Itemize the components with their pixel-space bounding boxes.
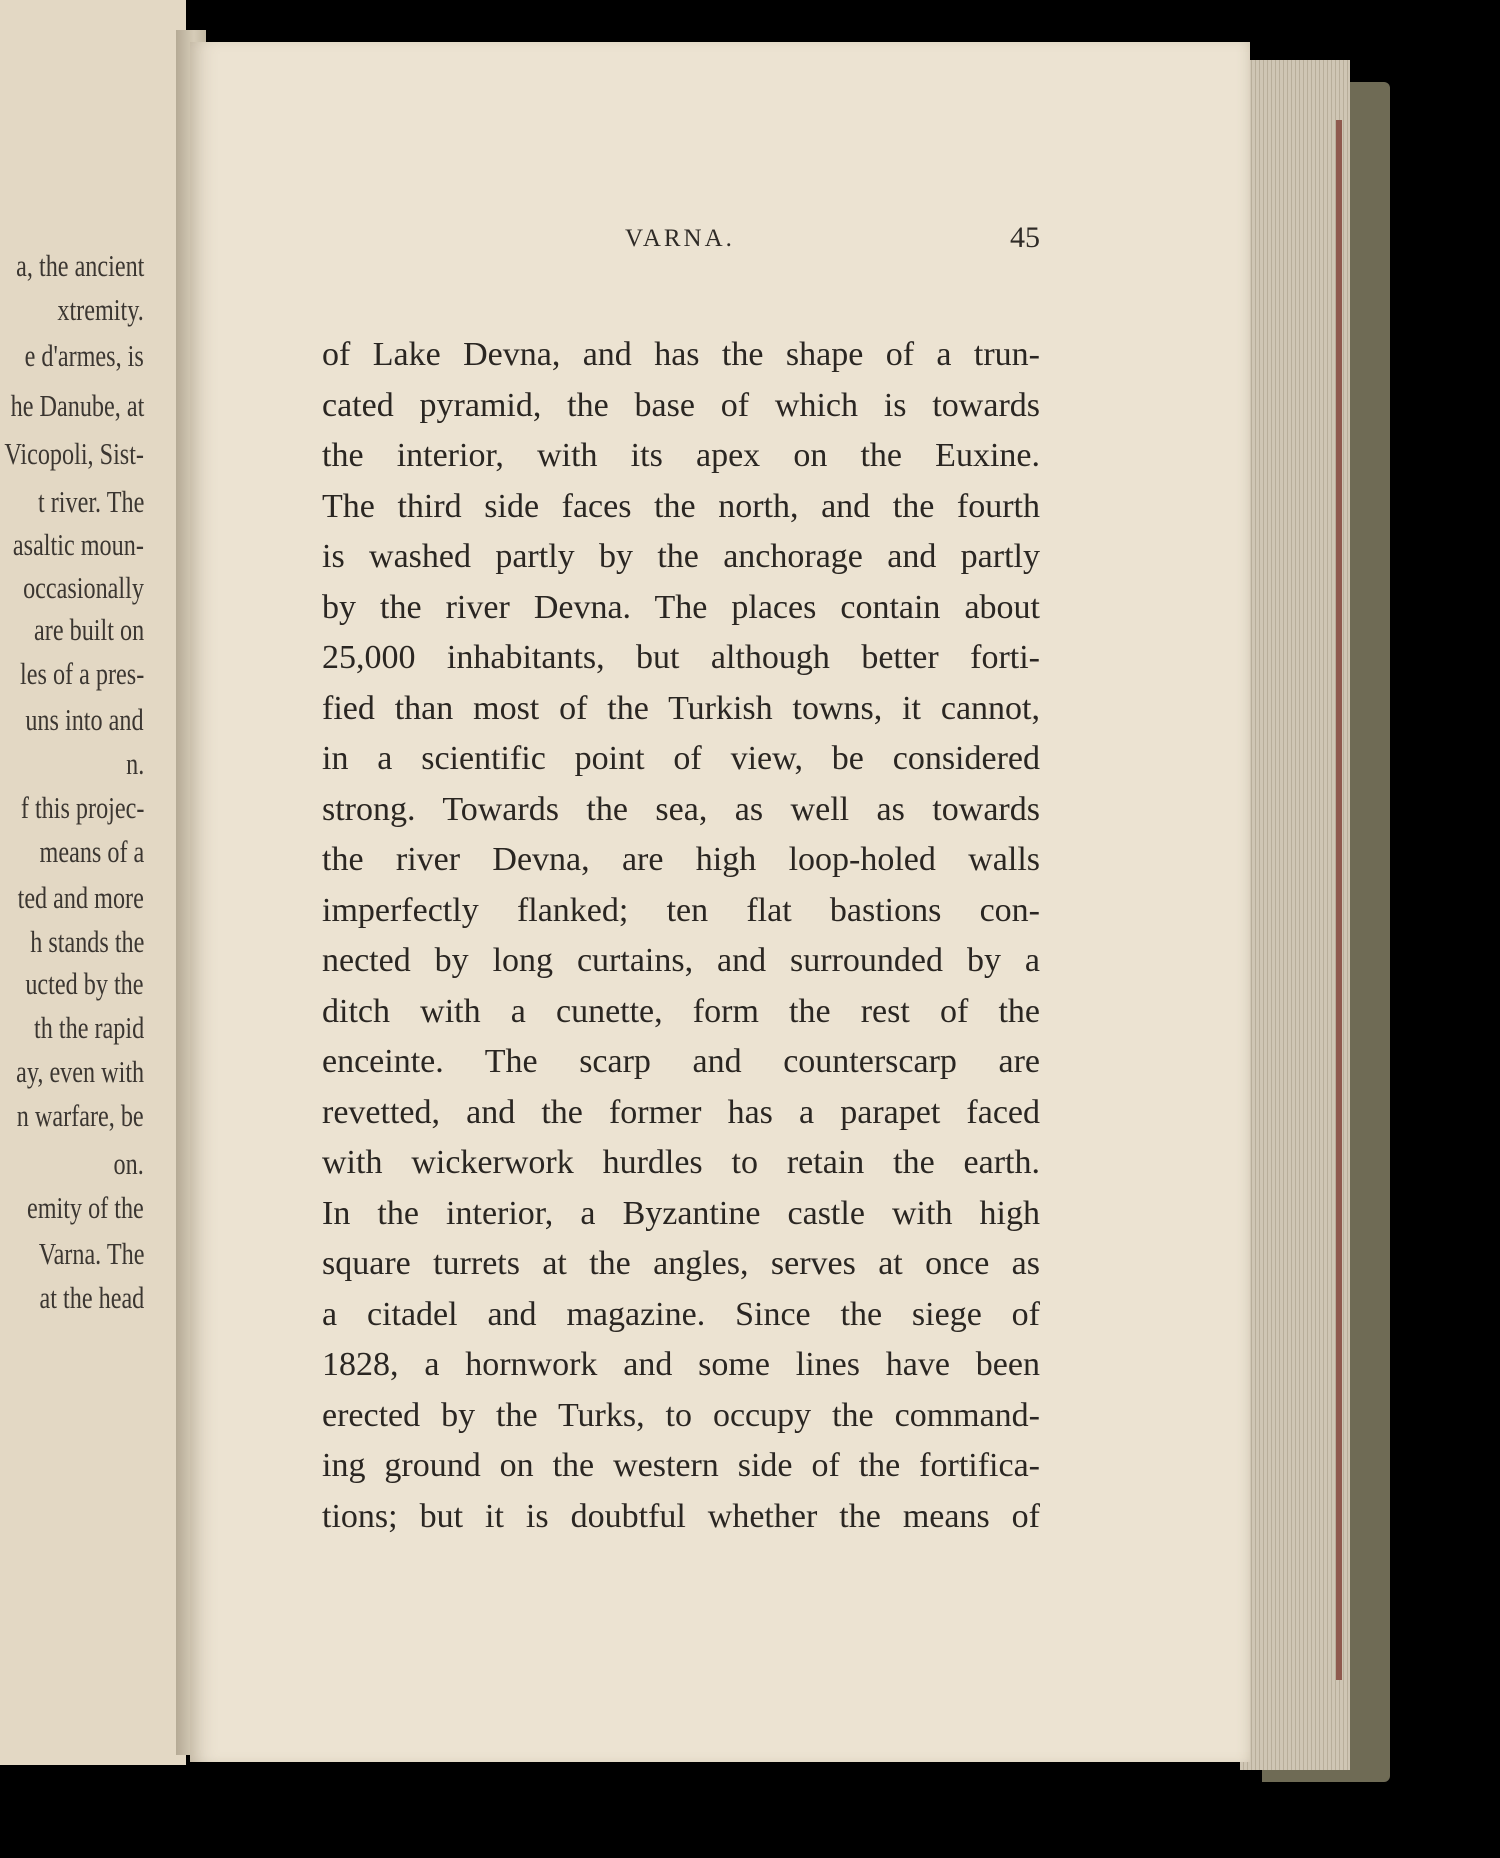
- left-facing-page: [0, 0, 186, 1765]
- left-page-line: h stands the: [29, 924, 144, 959]
- text-line: square turrets at the angles, serves at once as: [322, 1245, 1040, 1282]
- left-page-line: uns into and: [25, 702, 144, 737]
- left-page-line: les of a pres-: [19, 656, 144, 691]
- page-edges: [1240, 60, 1350, 1770]
- text-line: strong. Towards the sea, as well as towards: [322, 790, 1040, 828]
- left-page-line: ted and more: [17, 880, 144, 915]
- text-line: with wickerwork hurdles to retain the earth.: [322, 1144, 1040, 1181]
- left-page-line: ucted by the: [25, 966, 144, 1001]
- left-page-line: means of a: [39, 834, 144, 869]
- body-text: [322, 330, 1040, 1542]
- left-page-line: xtremity.: [57, 292, 144, 327]
- text-line: fied than most of the Turkish towns, it cannot,: [322, 689, 1040, 727]
- text-line: imperfectly flanked; ten flat bastions con-: [322, 891, 1040, 929]
- text-line: 25,000 inhabitants, but although better forti-: [322, 639, 1040, 676]
- left-page-line: occasionally: [23, 570, 144, 605]
- left-page-line: Vicopoli, Sist-: [4, 436, 144, 471]
- left-page-line: are built on: [33, 612, 144, 647]
- text-line: by the river Devna. The places contain about: [322, 588, 1040, 626]
- page-number: 45: [1010, 221, 1040, 254]
- text-line: the river Devna, are high loop-holed walls: [322, 841, 1040, 878]
- text-line: cated pyramid, the base of which is towards: [322, 386, 1040, 424]
- text-line: of Lake Devna, and has the shape of a trun-: [322, 336, 1040, 373]
- text-line: revetted, and the former has a parapet faced: [322, 1093, 1040, 1131]
- left-page-line: n warfare, be: [17, 1098, 144, 1133]
- text-line: erected by the Turks, to occupy the command-: [322, 1396, 1040, 1434]
- left-page-line: he Danube, at: [10, 388, 144, 423]
- left-page-line: t river. The: [37, 484, 144, 519]
- running-head: [440, 221, 1070, 265]
- left-page-line: asaltic moun-: [13, 527, 144, 562]
- left-page-line: Varna. The: [38, 1236, 144, 1271]
- left-page-line: f this projec-: [20, 790, 144, 825]
- left-page-line: at the head: [39, 1280, 144, 1315]
- text-line: ing ground on the western side of the fortifica-: [322, 1447, 1040, 1484]
- text-line: a citadel and magazine. Since the siege of: [322, 1295, 1040, 1333]
- left-page-line: e d'armes, is: [24, 338, 144, 373]
- text-line: In the interior, a Byzantine castle with high: [322, 1194, 1040, 1232]
- text-line: is washed partly by the anchorage and partly: [322, 538, 1040, 575]
- text-line: in a scientific point of view, be considered: [322, 740, 1040, 777]
- text-line: nected by long curtains, and surrounded by a: [322, 942, 1040, 979]
- text-line: The third side faces the north, and the fourth: [322, 487, 1040, 525]
- text-line: the interior, with its apex on the Euxine.: [322, 437, 1040, 474]
- left-page-line: n.: [125, 746, 144, 781]
- left-page-line: a, the ancient: [15, 248, 144, 283]
- left-page-line: emity of the: [27, 1190, 144, 1225]
- text-line: 1828, a hornwork and some lines have been: [322, 1346, 1040, 1383]
- running-title: VARNA.: [625, 225, 735, 252]
- page-edge-red-stripe: [1336, 120, 1342, 1680]
- left-page-line: on.: [113, 1146, 144, 1181]
- left-page-line: ay, even with: [15, 1054, 144, 1089]
- left-page-line: th the rapid: [33, 1010, 144, 1045]
- text-line: ditch with a cunette, form the rest of the: [322, 992, 1040, 1030]
- text-line: enceinte. The scarp and counterscarp are: [322, 1043, 1040, 1080]
- text-line: tions; but it is doubtful whether the means of: [322, 1497, 1040, 1535]
